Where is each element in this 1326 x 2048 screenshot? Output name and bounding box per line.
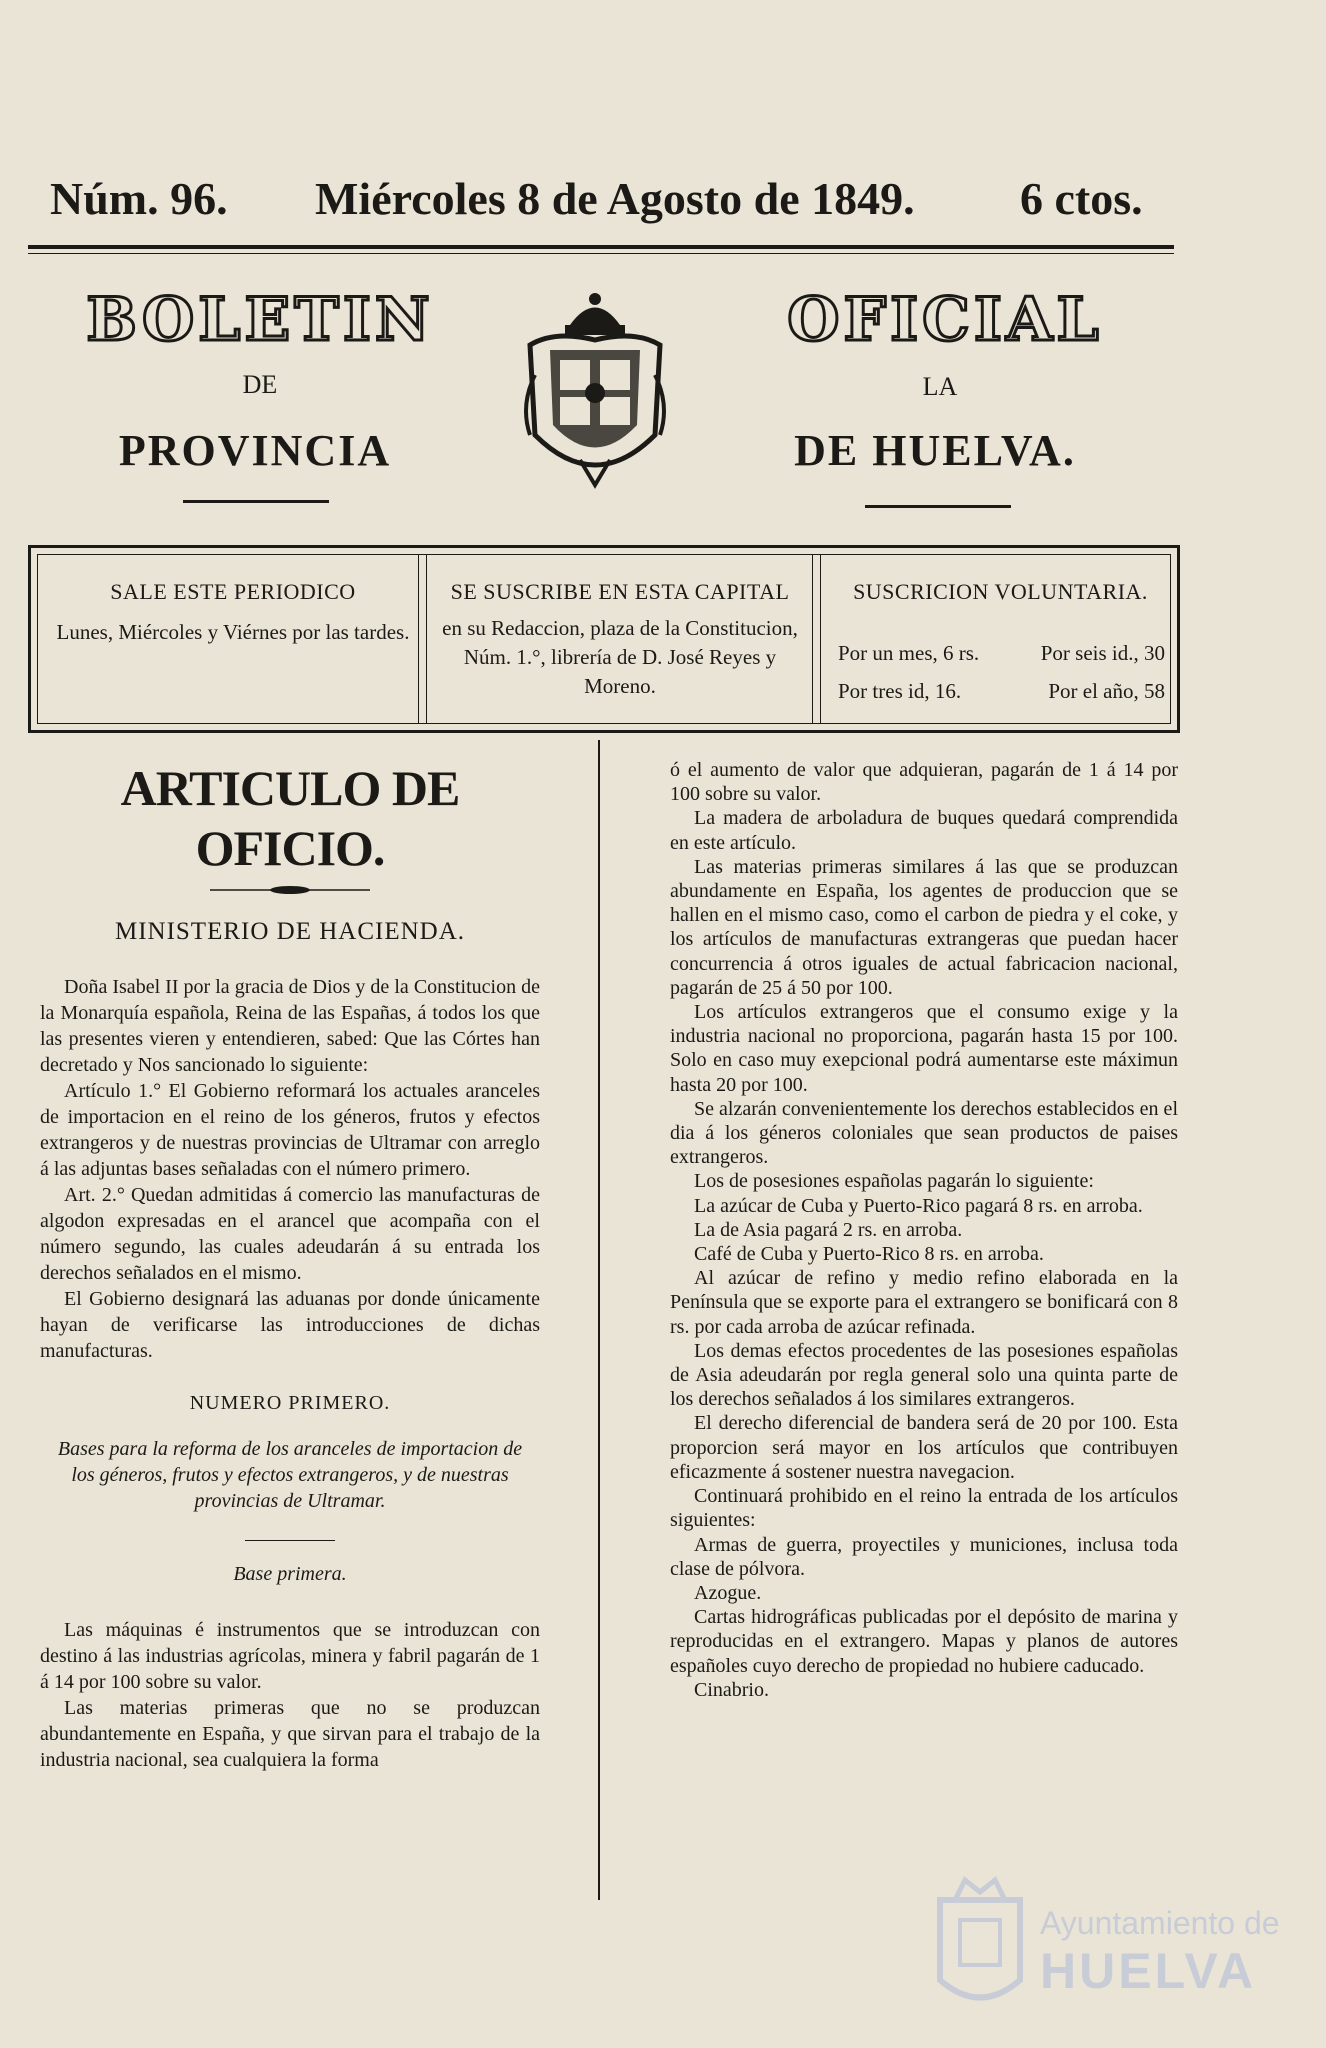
info-subscription-rates [828, 577, 1173, 723]
info-title-rates: SUSCRICION VOLUNTARIA. [853, 579, 1148, 604]
paragraph: La de Asia pagará 2 rs. en arroba. [694, 1218, 963, 1241]
paragraph: Los de posesiones españolas pagarán lo siguiente: [694, 1170, 1094, 1193]
rate-three-months: Por tres id, 16. [838, 679, 962, 703]
issue-price: 6 ctos. [1020, 173, 1143, 224]
info-divider [820, 555, 821, 723]
info-publication-days [48, 577, 418, 723]
paragraph: El Gobierno designará las aduanas por donde únicamente hayan de verificarse las introducciones de dichas manufacturas. [40, 1288, 540, 1362]
decree-paragraphs [40, 974, 540, 1364]
paragraph: Se alzarán convenientemente los derechos establecidos en el dia á los géneros coloniales que sean productos de paises extrangeros. [670, 1097, 1178, 1169]
info-divider [812, 555, 813, 723]
rate-one-month: Por un mes, 6 rs. [838, 641, 980, 665]
paragraph: La azúcar de Cuba y Puerto-Rico pagará 8 rs. en arroba. [694, 1194, 1143, 1217]
paragraph: Azogue. [694, 1581, 762, 1604]
paragraph: Las máquinas é instrumentos que se introduzcan con destino á las industrias agrícolas, minera y fabril pagarán de 1 á 14 por 100 sobre su valor. [40, 1619, 540, 1693]
rate-six-months: Por seis id., 30 [1040, 641, 1165, 665]
paragraph: El derecho diferencial de bandera será de 20 por 100. Esta proporcion será mayor en los artículos que contribuyen eficazmente á sostener nuestra navegacion. [670, 1412, 1178, 1483]
info-title-publication: SALE ESTE PERIODICO [110, 579, 356, 604]
paragraph: Cinabrio. [694, 1678, 769, 1701]
paragraph: Al azúcar de refino y medio refino elaborada en la Península que se exporte para el extrangero se bonificará con 8 rs. por cada arroba de azúcar refinada. [670, 1267, 1178, 1338]
info-title-subscribe: SE SUSCRIBE EN ESTA CAPITAL [450, 579, 790, 604]
ornament-divider-icon [40, 882, 540, 898]
subscription-info-box [28, 545, 1180, 733]
masthead-provincia: PROVINCIA [118, 426, 392, 475]
masthead-right-underline [865, 505, 1011, 508]
paragraph: Cartas hidrográficas publicadas por el depósito de marina y reproducidas en el extrangero. Mapas y planos de autores españoles cuyo derecho de propiedad no hubiere caducado. [670, 1606, 1178, 1677]
watermark-line2: HUELVA [1040, 1943, 1257, 1999]
paragraph: Continuará prohibido en el reino la entrada de los artículos siguientes: [670, 1485, 1178, 1532]
paragraph: Los artículos extrangeros que el consumo exige y la industria nacional no proporciona, pagarán hasta 15 por 100. Solo en caso muy exepcional podrá aumentarse este máximun hasta 20 por 100. [670, 1001, 1178, 1096]
issue-dateline [50, 172, 1160, 232]
masthead-de: DE [242, 370, 278, 399]
masthead-left-underline [183, 500, 329, 503]
paragraph: ó el aumento de valor que adquieran, pagarán de 1 á 14 por 100 sobre su valor. [670, 759, 1178, 806]
article-heading: ARTICULO DE OFICIO. [120, 760, 460, 876]
info-divider [426, 555, 427, 723]
huelva-shield-watermark-icon [930, 1870, 1030, 2020]
paragraph: Doña Isabel II por la gracia de Dios y de la Constitucion de la Monarquía española, Reina de las Españas, á todos los que las presentes vieren y entendieren, sabed: Que las Córtes han decretado y Nos sancionado lo siguiente: [40, 976, 540, 1076]
paragraph: Armas de guerra, proyectiles y municiones, inclusa toda clase de pólvora. [670, 1533, 1178, 1580]
ministry-title: MINISTERIO DE HACIENDA. [114, 918, 466, 945]
masthead-oficial: OFICIAL [787, 285, 1103, 355]
top-rule [28, 245, 1174, 249]
issue-date: Miércoles 8 de Agosto de 1849. [315, 173, 915, 224]
watermark-text [1040, 1905, 1280, 2000]
base-primera-heading: Base primera. [233, 1563, 347, 1585]
paragraph: La madera de arboladura de buques quedará comprendida en este artículo. [670, 807, 1178, 854]
info-subscribe-location [430, 577, 810, 723]
watermark-line1: Ayuntamiento de [1040, 1905, 1280, 1941]
royal-coat-of-arms-icon [515, 285, 675, 505]
bases-title: Bases para la reforma de los aranceles de importacion de los géneros, frutos y efectos extrangeros, y de nuestras provincias de Ultramar. [57, 1438, 523, 1512]
paragraph: Las materias primeras similares á las que se produzcan abundamente en España, los agentes de produccion que se hallen en el mismo caso, como el carbon de piedra y el coke, y los artículos de manufacturas extrangeras que puedan hacer concurrencia á otros iguales de actual fabricacion nacional, pagarán de 25 á 50 por 100. [670, 855, 1178, 999]
paragraph: Café de Cuba y Puerto-Rico 8 rs. en arroba. [694, 1243, 1044, 1266]
numero-primero-heading: NUMERO PRIMERO. [189, 1392, 391, 1414]
base-paragraphs [40, 1617, 540, 1773]
issue-number: Núm. 96. [50, 173, 228, 224]
paragraph: Artículo 1.° El Gobierno reformará los actuales aranceles de importacion en el reino de los géneros, frutos y efectos extrangeros y de nuestras provincias de Ultramar con arreglo á las adjuntas bases señaladas con el número primero. [40, 1080, 540, 1180]
paragraph: Las materias primeras que no se produzcan abundantemente en España, y que sirvan para el trabajo de la industria nacional, sea cualquiera la forma [40, 1697, 540, 1771]
masthead-boletin: BOLETIN [86, 285, 434, 355]
info-divider [418, 555, 419, 723]
paragraph: Los demas efectos procedentes de las posesiones españolas de Asia adeudarán por regla general solo una quinta parte de los derechos señalados á los similares extrangeros. [670, 1339, 1178, 1411]
masthead-de-huelva: DE HUELVA. [794, 426, 1076, 475]
paragraph: Art. 2.° Quedan admitidas á comercio las manufacturas de algodon expresadas en el arancel que acompaña con el número segundo, las cuales adeudarán á su entrada los derechos señalados en el mismo. [40, 1184, 540, 1284]
right-column [670, 758, 1178, 1702]
top-rule-thin [28, 253, 1174, 254]
masthead-la: LA [922, 372, 958, 401]
info-text-subscribe: en su Redaccion, plaza de la Constitucion, Núm. 1.°, librería de D. José Reyes y Moreno. [442, 616, 798, 698]
left-column [40, 758, 540, 1773]
column-divider [598, 740, 600, 1900]
info-text-publication: Lunes, Miércoles y Viérnes por las tardes. [56, 620, 410, 644]
rate-one-year: Por el año, 58 [1048, 679, 1165, 703]
section-rule [245, 1540, 335, 1541]
